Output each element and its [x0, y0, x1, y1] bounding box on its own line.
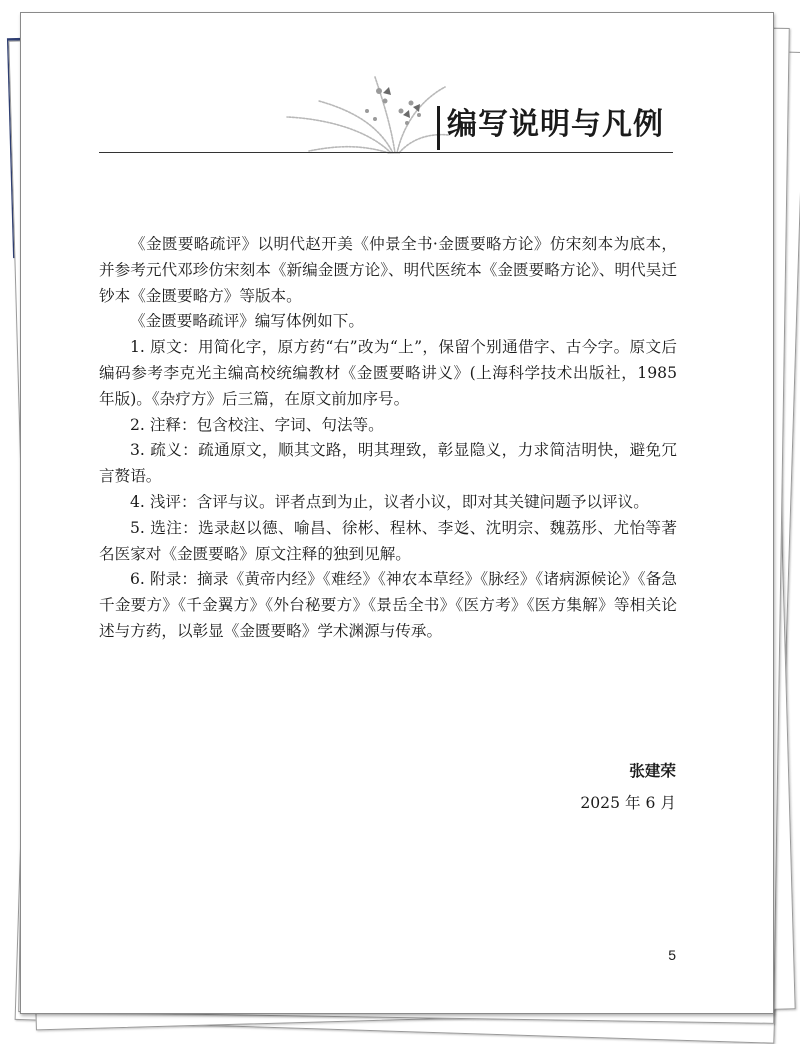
- paragraph-item-2: 2. 注释：包含校注、字词、句法等。: [130, 415, 384, 434]
- page-number: 5: [668, 947, 676, 963]
- paragraph-item-3: 3. 疏义：疏通原文，顺其文路，明其理致，彰显隐义，力求简洁明快，避免冗言赘语。: [99, 441, 677, 486]
- document-page: [20, 12, 774, 1014]
- body-text: [99, 232, 677, 645]
- author-name: 张建荣: [629, 762, 676, 780]
- title-divider-bar: [437, 106, 440, 150]
- paragraph-item-4: 4. 浅评：含评与议。评者点到为止，议者小议，即对其关键问题予以评议。: [130, 492, 649, 511]
- signature-date: 2025 年 6 月: [580, 794, 676, 812]
- orchid-illustration-icon: [279, 71, 451, 155]
- paragraph-intro: 《金匮要略疏评》以明代赵开美《仲景全书·金匮要略方论》仿宋刻本为底本，并参考元代邓珍仿宋刻本《新编金匮方论》、明代医统本《金匮要略方论》、明代吴迁钞本《金匮要略方》等版本。: [99, 235, 677, 305]
- paragraph-item-6: 6. 附录：摘录《黄帝内经》《难经》《神农本草经》《脉经》《诸病源候论》《备急千金要方》《千金翼方》《外台秘要方》《景岳全书》《医方考》《医方集解》等相关论述与方药，以彰显《金匮要略》学术渊源与传承。: [99, 570, 677, 640]
- paragraph-format: 《金匮要略疏评》编写体例如下。: [130, 312, 364, 331]
- header-rule: [99, 152, 673, 153]
- section-title: 编写说明与凡例: [447, 107, 664, 142]
- paragraph-item-1: 1. 原文：用简化字，原方药“右”改为“上”，保留个别通借字、古今字。原文后编码参考李克光主编高校统编教材《金匮要略讲义》(上海科学技术出版社，1985 年版)。《杂疗方》后三篇，在原文前加序号。: [99, 338, 677, 408]
- paragraph-item-5: 5. 选注：选录赵以德、喻昌、徐彬、程林、李彣、沈明宗、魏荔彤、尤怡等著名医家对《金匮要略》原文注释的独到见解。: [99, 518, 677, 563]
